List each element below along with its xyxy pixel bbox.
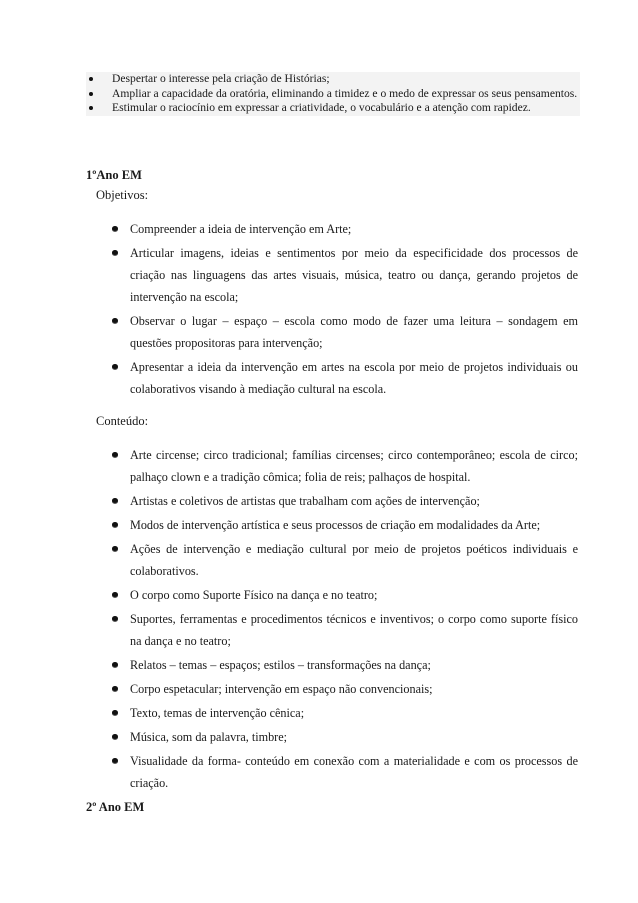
bullet-icon: [89, 92, 93, 96]
objetivos-label: Objetivos:: [96, 188, 149, 202]
intro-list: [86, 72, 580, 116]
list-item: Texto, temas de intervenção cênica;: [110, 702, 578, 724]
bullet-icon: [111, 733, 119, 741]
list-item: Artistas e coletivos de artistas que trabalham com ações de intervenção;: [110, 490, 578, 512]
intro-objectives-block: [86, 72, 580, 116]
bullet-icon: [111, 225, 119, 233]
list-item: Arte circense; circo tradicional; famílias circenses; circo contemporâneo; escola de circo; palhaço clown e a tradição cômica; folia de reis; palhaços de hospital.: [110, 444, 578, 488]
bullet-icon: [89, 77, 93, 81]
bullet-icon: [111, 709, 119, 717]
bullet-icon: [111, 363, 119, 371]
section-title-2ano: 2º Ano EM: [86, 800, 145, 814]
objetivos-list: [110, 218, 578, 402]
list-item: Corpo espetacular; intervenção em espaço não convencionais;: [110, 678, 578, 700]
list-item: Suportes, ferramentas e procedimentos técnicos e inventivos; o corpo como suporte físico na dança e no teatro;: [110, 608, 578, 652]
bullet-icon: [111, 591, 119, 599]
conteudo-label: Conteúdo:: [96, 414, 149, 428]
list-item: Estimular o raciocínio em expressar a criatividade, o vocabulário e a atenção com rapidez.: [86, 101, 580, 116]
conteudo-list: [110, 444, 578, 796]
section-title-1ano: 1ºAno EM: [86, 168, 142, 182]
bullet-icon: [111, 317, 119, 325]
bullet-icon: [111, 757, 119, 765]
list-item: Visualidade da forma- conteúdo em conexão com a materialidade e com os processos de criação.: [110, 750, 578, 794]
bullet-icon: [111, 249, 119, 257]
bullet-icon: [111, 685, 119, 693]
bullet-icon: [111, 451, 119, 459]
list-item: O corpo como Suporte Físico na dança e no teatro;: [110, 584, 578, 606]
list-item: Ações de intervenção e mediação cultural por meio de projetos poéticos individuais e colaborativos.: [110, 538, 578, 582]
list-item: Despertar o interesse pela criação de Histórias;: [86, 72, 580, 87]
list-item: Observar o lugar – espaço – escola como modo de fazer uma leitura – sondagem em questões propositoras para intervenção;: [110, 310, 578, 354]
bullet-icon: [111, 615, 119, 623]
list-item: Música, som da palavra, timbre;: [110, 726, 578, 748]
list-item: Compreender a ideia de intervenção em Arte;: [110, 218, 578, 240]
list-item: Ampliar a capacidade da oratória, eliminando a timidez e o medo de expressar os seus pensamentos.: [86, 87, 580, 102]
list-item: Articular imagens, ideias e sentimentos por meio da especificidade dos processos de criação nas linguagens das artes visuais, música, teatro ou dança, gerando projetos de intervenção na escola;: [110, 242, 578, 308]
bullet-icon: [89, 106, 93, 110]
list-item: Modos de intervenção artística e seus processos de criação em modalidades da Arte;: [110, 514, 578, 536]
list-item: Apresentar a ideia da intervenção em artes na escola por meio de projetos individuais ou colaborativos visando à mediação cultural na escola.: [110, 356, 578, 400]
bullet-icon: [111, 521, 119, 529]
list-item: Relatos – temas – espaços; estilos – transformações na dança;: [110, 654, 578, 676]
bullet-icon: [111, 545, 119, 553]
bullet-icon: [111, 497, 119, 505]
bullet-icon: [111, 661, 119, 669]
